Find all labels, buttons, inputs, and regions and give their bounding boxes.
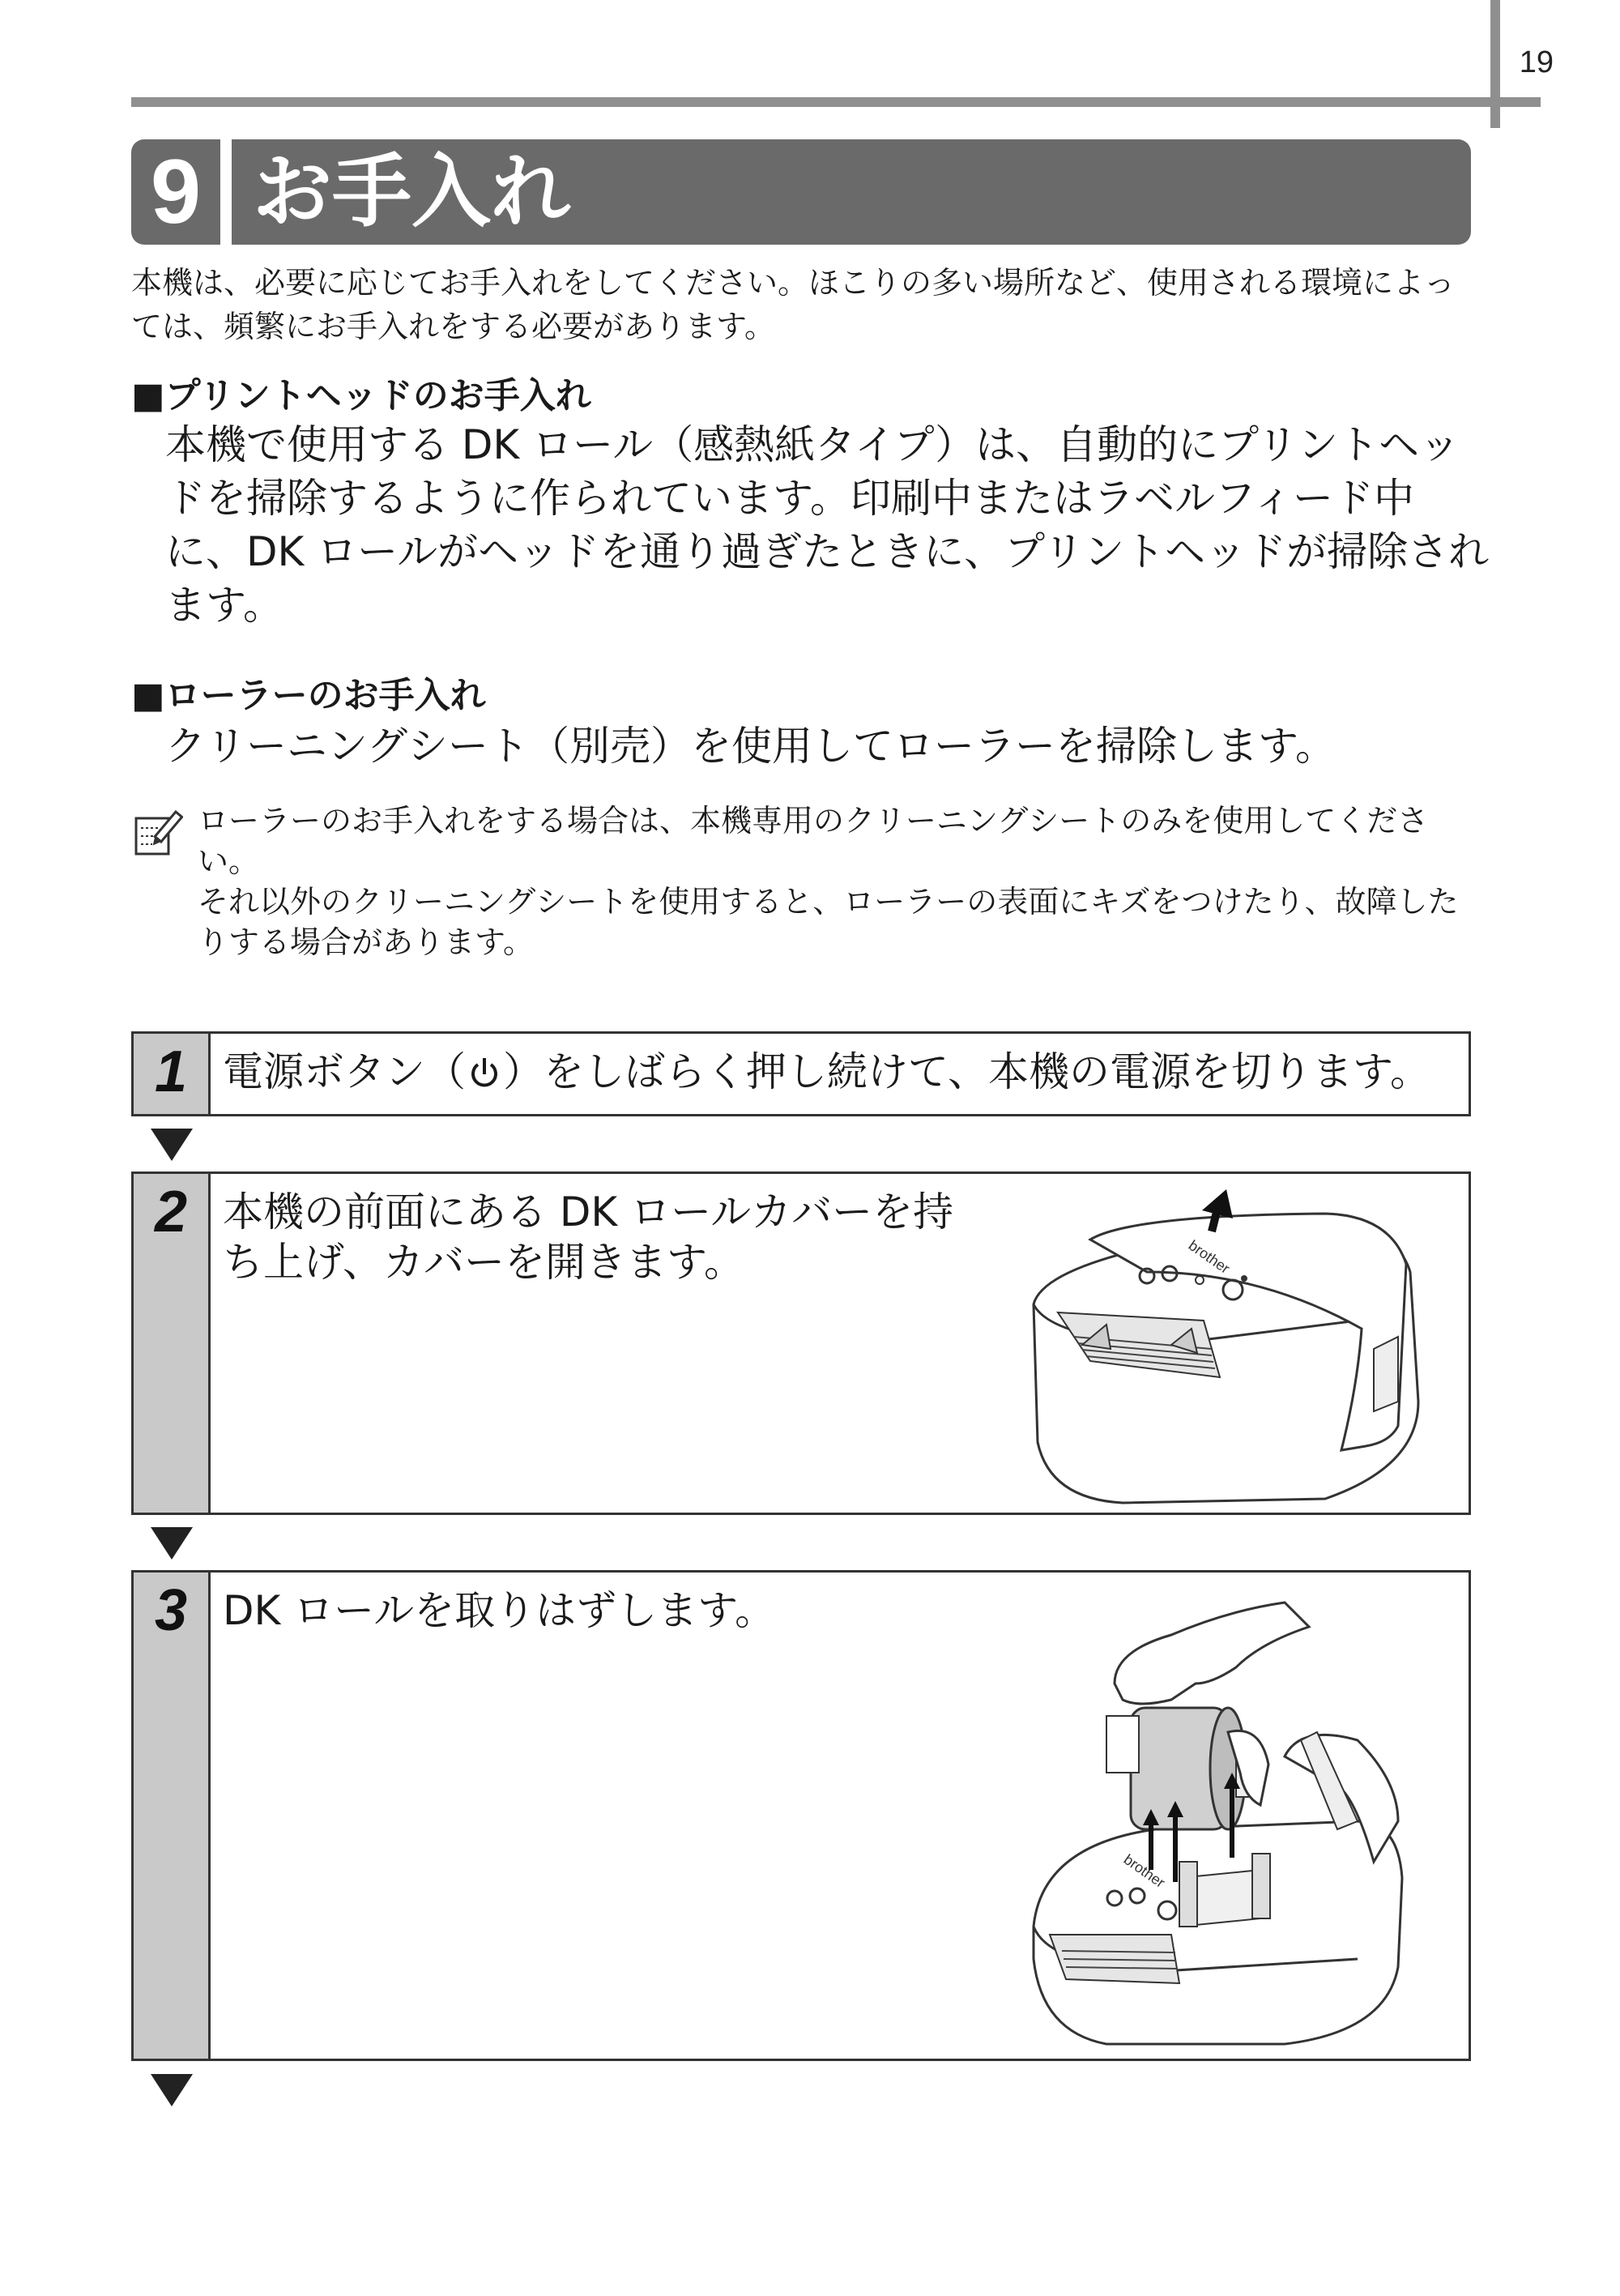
down-arrow-icon [151,1129,193,1161]
step-3-text: DK ロールを取りはずします。 [223,1587,776,1634]
header-vertical-rule [1490,0,1500,128]
section-heading-printhead: ■プリントヘッドのお手入れ [131,375,591,416]
step-number: 3 [154,1578,188,1643]
roll-removal-illustration [1017,1578,1439,2048]
step-number-box [134,1174,211,1513]
note-text [198,800,1486,962]
step-1 [131,1031,1471,1116]
step-1-text [223,1047,1430,1097]
page-number: 19 [1519,45,1554,79]
step-number-box [134,1573,211,2059]
chapter-number: 9 [131,139,220,245]
printer-brand-label: brother [1185,1236,1233,1277]
svg-text:brother: brother [1120,1850,1168,1891]
note-line-2: それ以外のクリーニングシートを使用すると、ローラーの表面にキズをつけたり、故障したりする場合があります。 [198,884,1459,960]
step-number: 2 [154,1180,188,1244]
chapter-title: お手入れ [232,139,1471,245]
header-rule [131,97,1541,107]
step-number-box [134,1034,211,1114]
memo-pencil-icon [131,807,183,859]
step-2-text: 本機の前面にある DK ロールカバーを持ち上げ、カバーを開きます。 [223,1189,954,1286]
section-body-printhead: 本機で使用する DK ロール（感熱紙タイプ）は、自動的にプリントヘッドを掃除するように作られています。印刷中またはラベルフィード中に、DK ロールがヘッドを通り過ぎたときに、プリントヘッドが掃除されます。 [165,421,1490,629]
down-arrow-icon [151,1527,193,1560]
down-arrow-icon [151,2074,193,2106]
step-1-text-before: 電源ボタン（ [223,1048,466,1095]
section-heading-roller: ■ローラーのお手入れ [131,675,486,716]
power-icon [466,1055,503,1092]
step-1-text-after: ）をしばらく押し続けて、本機の電源を切ります。 [503,1048,1430,1095]
note-line-1: ローラーのお手入れをする場合は、本機専用のクリーニングシートのみを使用してください。 [198,803,1429,879]
section-body-roller: クリーニングシート（別売）を使用してローラーを掃除します。 [165,723,1336,770]
printer-cover-open-illustration [1017,1183,1439,1507]
intro-paragraph: 本機は、必要に応じてお手入れをしてください。ほこりの多い場所など、使用される環境によっては、頻繁にお手入れをする必要があります。 [131,265,1456,344]
step-number: 1 [154,1039,188,1104]
